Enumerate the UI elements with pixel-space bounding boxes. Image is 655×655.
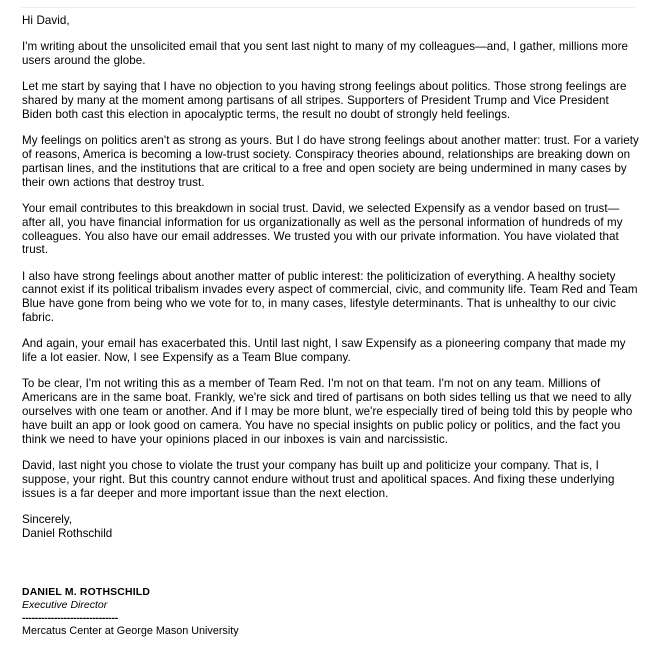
signature-block bbox=[22, 586, 640, 638]
greeting-line: Hi David, bbox=[22, 14, 70, 27]
signature-rule: ------------------------------ bbox=[22, 612, 118, 625]
paragraph-6: And again, your email has exacerbated this. Until last night, I saw Expensify as a pioneering company that made my life a lot easier. Now, I see Expensify as a Team Blue company. bbox=[22, 337, 626, 365]
signature-organization: Mercatus Center at George Mason University bbox=[22, 625, 239, 638]
signature-title: Executive Director bbox=[22, 599, 108, 612]
paragraph-2: Let me start by saying that I have no objection to you having strong feelings about politics. Those strong feelings are shared by many at the moment among partisans of all stripes. Supporters of President Trump and Vice President Biden both cast this election in apocalyptic terms, the result no doubt of strongly held feelings. bbox=[22, 80, 627, 121]
paragraph-7: To be clear, I'm not writing this as a member of Team Red. I'm not on that team. I'm not on any team. Millions of Americans are in the same boat. Frankly, we're sick and tired of partisans on both sides telling us that we need to ally ourselves with one team or another. And if I may be more blunt, we're especially tired of being told this by people who have built an app or look good on camera. You have no special insights on public policy or politics, and the fact you think we need to have your opinions placed in our inboxes is vain and narcissistic. bbox=[22, 377, 633, 446]
paragraph-4: Your email contributes to this breakdown in social trust. David, we selected Expensify as a vendor based on trust—after all, you have financial information for us organizationally as well as the personal information of hundreds of my colleagues. You also have our email addresses. We trusted you with our private information. You have violated that trust. bbox=[22, 201, 623, 257]
paragraph-1: I'm writing about the unsolicited email that you sent last night to many of my colleagues—and, I gather, millions more users around the globe. bbox=[22, 40, 629, 68]
paragraph-8: David, last night you chose to violate the trust your company has built up and politicize your company. That is, I suppose, your right. But this country cannot endure without trust and apolitical spaces. And fixing these underlying issues is a far deeper and more important issue than the next election. bbox=[22, 458, 615, 500]
signature-spacer bbox=[22, 540, 640, 586]
closing-salutation: Sincerely, bbox=[22, 512, 73, 526]
message-content bbox=[22, 14, 640, 638]
signature-name: DANIEL M. ROTHSCHILD bbox=[22, 587, 151, 599]
closing-name: Daniel Rothschild bbox=[22, 526, 113, 540]
top-divider bbox=[21, 7, 635, 8]
paragraph-5: I also have strong feelings about another matter of public interest: the politicization of everything. A healthy society cannot exist if its political tribalism invades every aspect of commercial, civic, and community life. Team Red and Team Blue have gone from being who we vote for to, in many cases, lifestyle determinants. That is unhealthy to our civic fabric. bbox=[22, 269, 638, 325]
paragraph-3: My feelings on politics aren't as strong as yours. But I do have strong feelings about another matter: trust. For a variety of reasons, America is becoming a low-trust society. Conspiracy theories abound, relationships are breaking down on partisan lines, and the institutions that are critical to a free and open society are being undermined in many cases by their own actions that destroy trust. bbox=[22, 134, 639, 189]
